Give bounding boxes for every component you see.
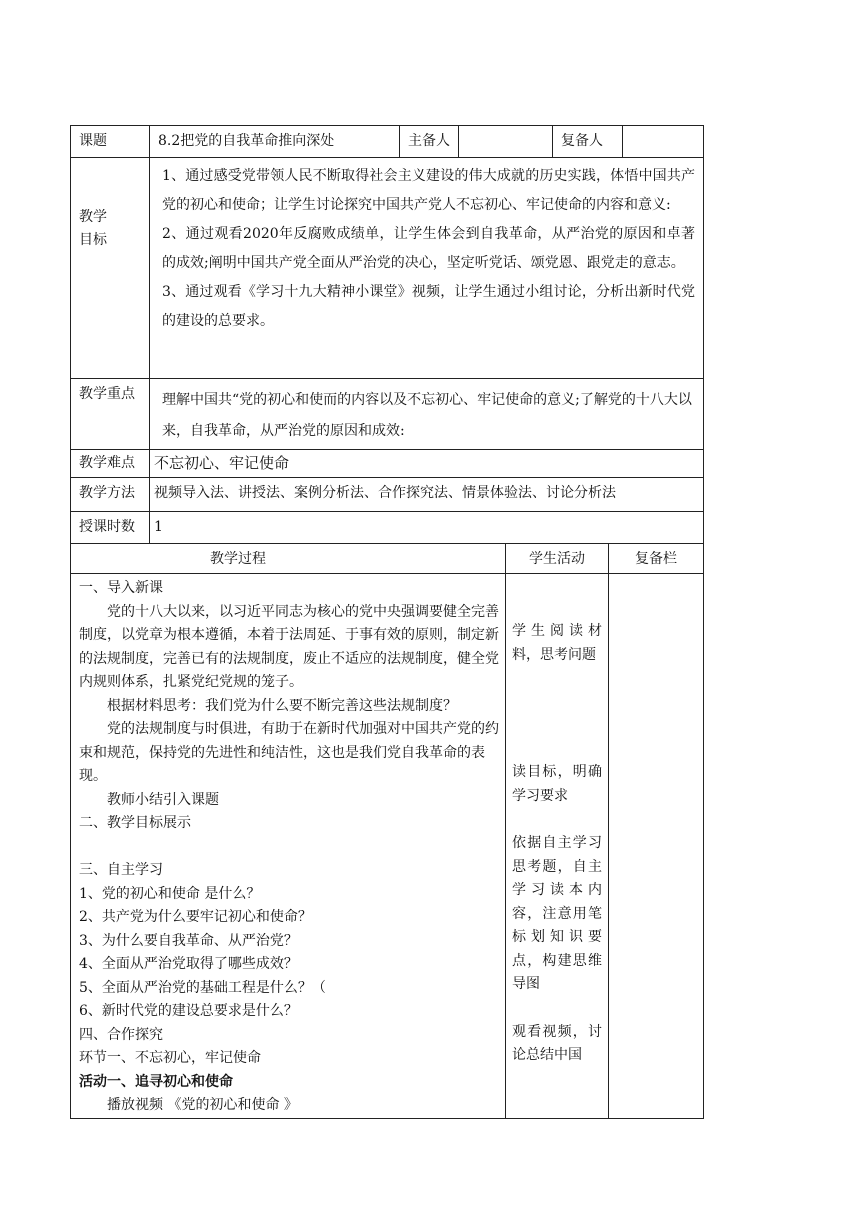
co-preparer-label: 复备人	[553, 126, 623, 158]
methods-row	[71, 478, 704, 512]
student-activity: 学生阅读材料，思考问题	[512, 623, 602, 663]
objective-item: 3、通过观看《学习十九大精神小课堂》视频，让学生通过小组讨论，分析出新时代党的建设的总要求。	[162, 284, 695, 329]
methods-label: 教学方法	[71, 478, 150, 512]
process-line: 二、教学目标展示	[79, 815, 191, 831]
objectives-row	[71, 158, 704, 379]
topic-value: 8.2把党的自我革命推向深处	[150, 126, 400, 158]
process-line: 党的法规制度与时俱进，有助于在新时代加强对中国共产党的约束和规范，保持党的先进性和纯洁性，这也是我们党自我革命的表现。	[79, 721, 499, 784]
key-points-row	[71, 379, 704, 450]
process-line: 四、合作探究	[79, 1026, 163, 1043]
student-activity-column-header: 学生活动	[506, 544, 609, 574]
objectives-label-line2: 目标	[79, 232, 107, 248]
lesson-info-table	[70, 125, 704, 544]
process-line: 4、全面从严治党取得了哪些成效？	[79, 956, 298, 972]
hours-label: 授课时数	[71, 512, 150, 544]
process-spacer	[79, 836, 501, 860]
student-activity: 依据自主学习思考题，自主学习读本内容，注意用笔标划知识要点，构建思维导图	[512, 835, 602, 992]
objective-item: 2、通过观看2020年反腐败成绩单，让学生体会到自我革命，从严治党的原因和卓著的成效;阐明中国共产党全面从严治党的决心，坚定听党话、颂党恩、跟党走的意志。	[162, 226, 695, 271]
process-body-row	[71, 574, 704, 1119]
difficulty-row	[71, 450, 704, 478]
process-line: 一、导入新课	[79, 580, 163, 596]
difficulty-text: 不忘初心、牢记使命	[150, 450, 704, 478]
student-activity: 观看视频，讨论总结中国	[512, 1023, 602, 1063]
difficulty-label: 教学难点	[71, 450, 150, 478]
process-line: 5、全面从严治党的基础工程是什么？（	[79, 979, 326, 996]
process-line: 6、新时代党的建设总要求是什么？	[79, 1003, 298, 1019]
objectives-label	[71, 158, 150, 379]
notes-content	[609, 574, 704, 1119]
student-activity: 读目标，明确学习要求	[512, 764, 602, 804]
notes-column-header: 复备栏	[609, 544, 704, 574]
process-line: 根据材料思考：我们党为什么要不断完善这些法规制度？	[107, 697, 457, 714]
process-header-row	[71, 544, 704, 574]
objectives-content	[150, 158, 704, 379]
process-line: 播放视频 《党的初心和使命 》	[107, 1097, 298, 1113]
process-line-bold: 活动一、追寻初心和使命	[79, 1073, 233, 1090]
hours-value: 1	[150, 512, 704, 544]
main-preparer-value	[459, 126, 553, 158]
process-line: 环节一、不忘初心，牢记使命	[79, 1050, 261, 1066]
process-line: 教师小结引入课题	[107, 791, 219, 808]
key-points-text: 理解中国共“党的初心和使而的内容以及不忘初心、牢记使命的意义;了解党的十八大以来，自我革命，从严治党的原因和成效:	[150, 379, 704, 450]
process-table	[70, 543, 704, 1119]
methods-text: 视频导入法、讲授法、案例分析法、合作探究法、情景体验法、讨论分析法	[150, 478, 704, 512]
topic-row	[71, 126, 704, 158]
process-column-header: 教学过程	[71, 544, 506, 574]
objectives-label-line1: 教学	[79, 209, 107, 225]
process-line: 党的十八大以来，以习近平同志为核心的党中央强调要健全完善制度，以党章为根本遵循，本着于法周延、于事有效的原则，制定新的法规制度，完善已有的法规制度，废止不适应的法规制度，健全党内规则体系，扎紧党纪党规的笼子。	[79, 603, 499, 690]
topic-label: 课题	[71, 126, 150, 158]
co-preparer-value	[623, 126, 704, 158]
process-line: 三、自主学习	[79, 862, 163, 878]
main-preparer-label: 主备人	[400, 126, 459, 158]
student-activity-content	[506, 574, 609, 1119]
process-line: 3、为什么要自我革命、从严治党？	[79, 932, 298, 949]
key-points-label: 教学重点	[71, 379, 150, 450]
process-content	[71, 574, 506, 1119]
hours-row	[71, 512, 704, 544]
process-line: 1、党的初心和使命 是什么？	[79, 885, 261, 902]
process-line: 2、共产党为什么要牢记初心和使命？	[79, 909, 312, 925]
objective-item: 1、通过感受党带领人民不断取得社会主义建设的伟大成就的历史实践，体悟中国共产党的初心和使命；让学生讨论探究中国共产党人不忘初心、牢记使命的内容和意义:	[162, 168, 695, 213]
